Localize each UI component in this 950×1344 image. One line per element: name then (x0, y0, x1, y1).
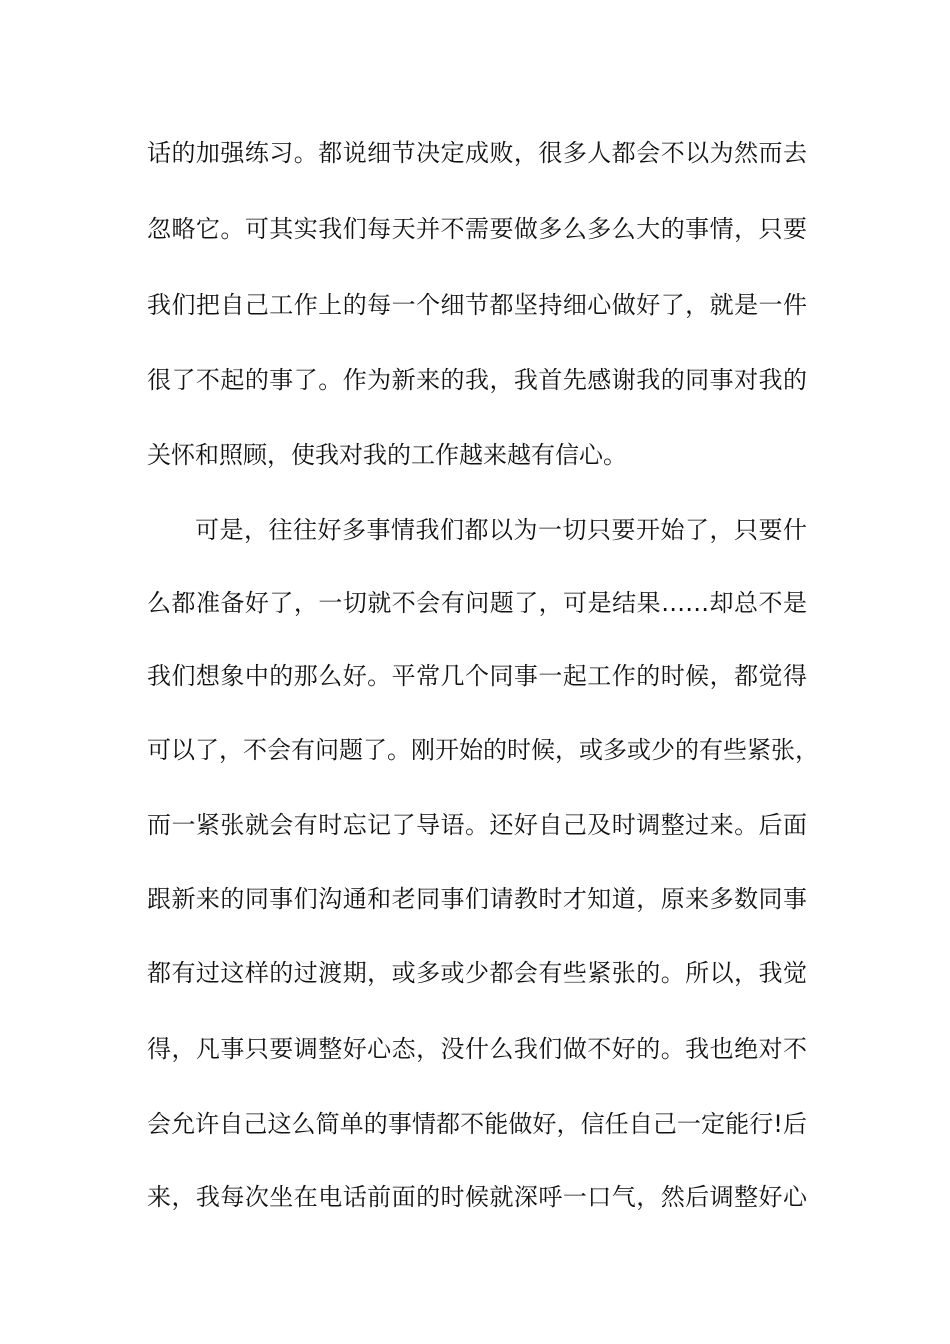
text-line: 话的加强练习。都说细节决定成败，很多人都会不以为然而去 (147, 139, 807, 167)
text-line: 可是，往往好多事情我们都以为一切只要开始了，只要什 (195, 516, 807, 544)
text-line: 可以了，不会有问题了。刚开始的时候，或多或少的有些紧张， (147, 736, 819, 764)
text-line: 都有过这样的过渡期，或多或少都会有些紧张的。所以，我觉 (147, 959, 807, 987)
text-line: 跟新来的同事们沟通和老同事们请教时才知道，原来多数同事 (147, 885, 807, 913)
text-line: 我们想象中的那么好。平常几个同事一起工作的时候，都觉得 (147, 662, 807, 690)
text-line: 很了不起的事了。作为新来的我，我首先感谢我的同事对我的 (147, 366, 807, 394)
text-line: 而一紧张就会有时忘记了导语。还好自己及时调整过来。后面 (147, 811, 807, 839)
text-line: 忽略它。可其实我们每天并不需要做多么多么大的事情，只要 (147, 215, 807, 243)
text-line: 得，凡事只要调整好心态，没什么我们做不好的。我也绝对不 (147, 1035, 807, 1063)
text-line: 会允许自己这么简单的事情都不能做好，信任自己一定能行!后 (147, 1110, 807, 1138)
text-line: 么都准备好了，一切就不会有问题了，可是结果……却总不是 (147, 589, 807, 617)
text-line: 关怀和照顾，使我对我的工作越来越有信心。 (147, 441, 627, 469)
text-line: 我们把自己工作上的每一个细节都坚持细心做好了，就是一件 (147, 291, 807, 319)
text-line: 来，我每次坐在电话前面的时候就深呼一口气，然后调整好心 (147, 1183, 807, 1211)
